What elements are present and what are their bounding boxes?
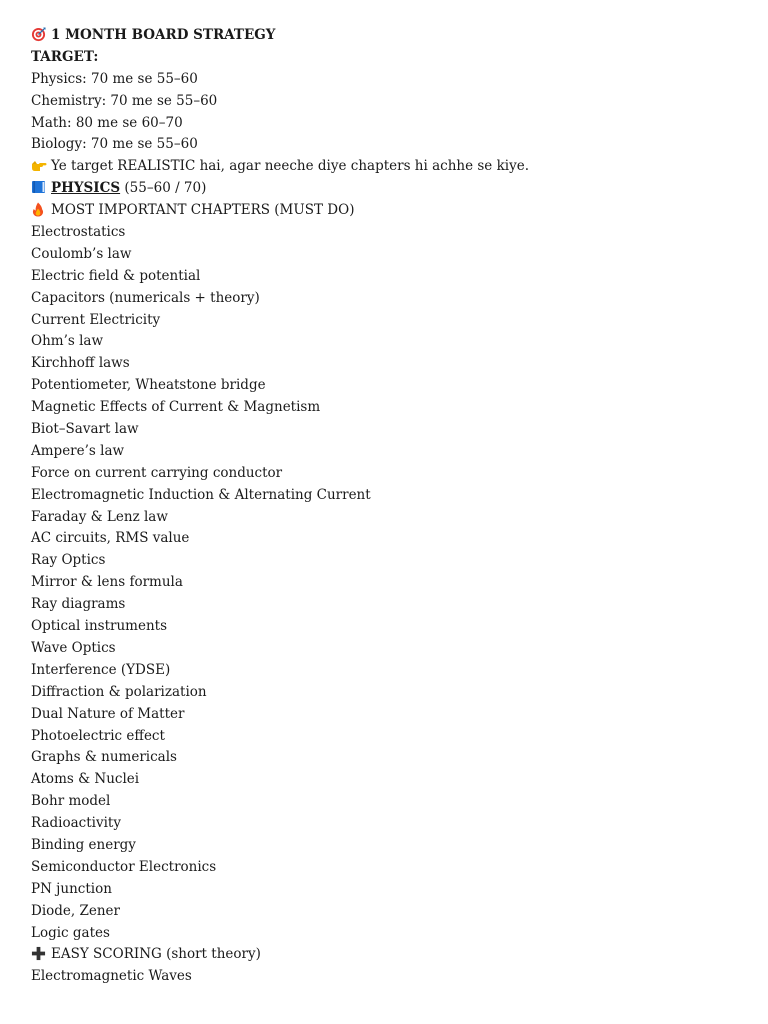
- page-title: 1 MONTH BOARD STRATEGY: [51, 27, 276, 43]
- chapter-item: PN junction: [31, 880, 112, 897]
- target-item: Physics: 70 me se 55–60: [31, 70, 198, 87]
- physics-heading: PHYSICS: [51, 180, 121, 197]
- target-list: [31, 69, 751, 157]
- chapter-item: Ohm’s law: [31, 333, 103, 350]
- chapter-item: Wave Optics: [31, 639, 116, 656]
- chapter-item: Ray Optics: [31, 552, 106, 569]
- important-heading: MOST IMPORTANT CHAPTERS (MUST DO): [51, 202, 355, 219]
- target-icon: [31, 27, 47, 41]
- document-body: [31, 25, 751, 988]
- title-line: [31, 25, 751, 47]
- chapter-item: Force on current carrying conductor: [31, 464, 283, 481]
- note-line: [31, 156, 751, 178]
- chapter-item: Faraday & Lenz law: [31, 508, 168, 525]
- chapter-item: Radioactivity: [31, 815, 121, 832]
- chapter-item: Kirchhoff laws: [31, 355, 130, 372]
- physics-score: (55–60 / 70): [124, 180, 207, 197]
- easy-chapter-item: Electromagnetic Waves: [31, 968, 192, 985]
- plus-icon: [31, 946, 47, 960]
- blue-book-icon: [31, 180, 47, 194]
- chapter-item: Atoms & Nuclei: [31, 771, 140, 788]
- chapter-item: Photoelectric effect: [31, 727, 165, 744]
- chapter-item: Electric field & potential: [31, 267, 201, 284]
- chapter-item: Electrostatics: [31, 224, 126, 241]
- chapter-item: Capacitors (numericals + theory): [31, 289, 260, 306]
- chapter-item: Logic gates: [31, 924, 110, 941]
- easy-heading-line: [31, 944, 751, 966]
- chapter-item: Potentiometer, Wheatstone bridge: [31, 377, 266, 394]
- chapter-item: Biot–Savart law: [31, 421, 139, 438]
- note-text: Ye target REALISTIC hai, agar neeche diye chapters hi achhe se kiye.: [51, 158, 529, 175]
- chapter-item: Magnetic Effects of Current & Magnetism: [31, 399, 321, 416]
- chapter-item: Semiconductor Electronics: [31, 858, 217, 875]
- target-item: Math: 80 me se 60–70: [31, 114, 183, 131]
- chapter-item: Electromagnetic Induction & Alternating Current: [31, 486, 371, 503]
- chapter-item: Graphs & numericals: [31, 749, 177, 766]
- chapter-item: Coulomb’s law: [31, 245, 132, 262]
- chapter-item: AC circuits, RMS value: [31, 530, 190, 547]
- chapter-item: Diffraction & polarization: [31, 683, 207, 700]
- target-label: TARGET:: [31, 48, 99, 65]
- chapter-item: Diode, Zener: [31, 902, 120, 919]
- chapter-item: Mirror & lens formula: [31, 574, 183, 591]
- easy-heading: EASY SCORING (short theory): [51, 946, 261, 963]
- chapter-item: Bohr model: [31, 793, 111, 810]
- chapter-item: Ray diagrams: [31, 596, 126, 613]
- pointing-hand-icon: [31, 158, 47, 172]
- chapter-item: Optical instruments: [31, 618, 168, 635]
- chapter-item: Dual Nature of Matter: [31, 705, 185, 722]
- target-item: Biology: 70 me se 55–60: [31, 136, 198, 153]
- important-chapter-list: [31, 222, 751, 944]
- chapter-item: Interference (YDSE): [31, 661, 171, 678]
- easy-chapter-list: [31, 966, 751, 988]
- chapter-item: Ampere’s law: [31, 442, 125, 459]
- important-heading-line: [31, 200, 751, 222]
- fire-icon: [31, 202, 47, 216]
- physics-heading-line: [31, 178, 751, 200]
- chapter-item: Current Electricity: [31, 311, 161, 328]
- chapter-item: Binding energy: [31, 836, 136, 853]
- target-item: Chemistry: 70 me se 55–60: [31, 92, 218, 109]
